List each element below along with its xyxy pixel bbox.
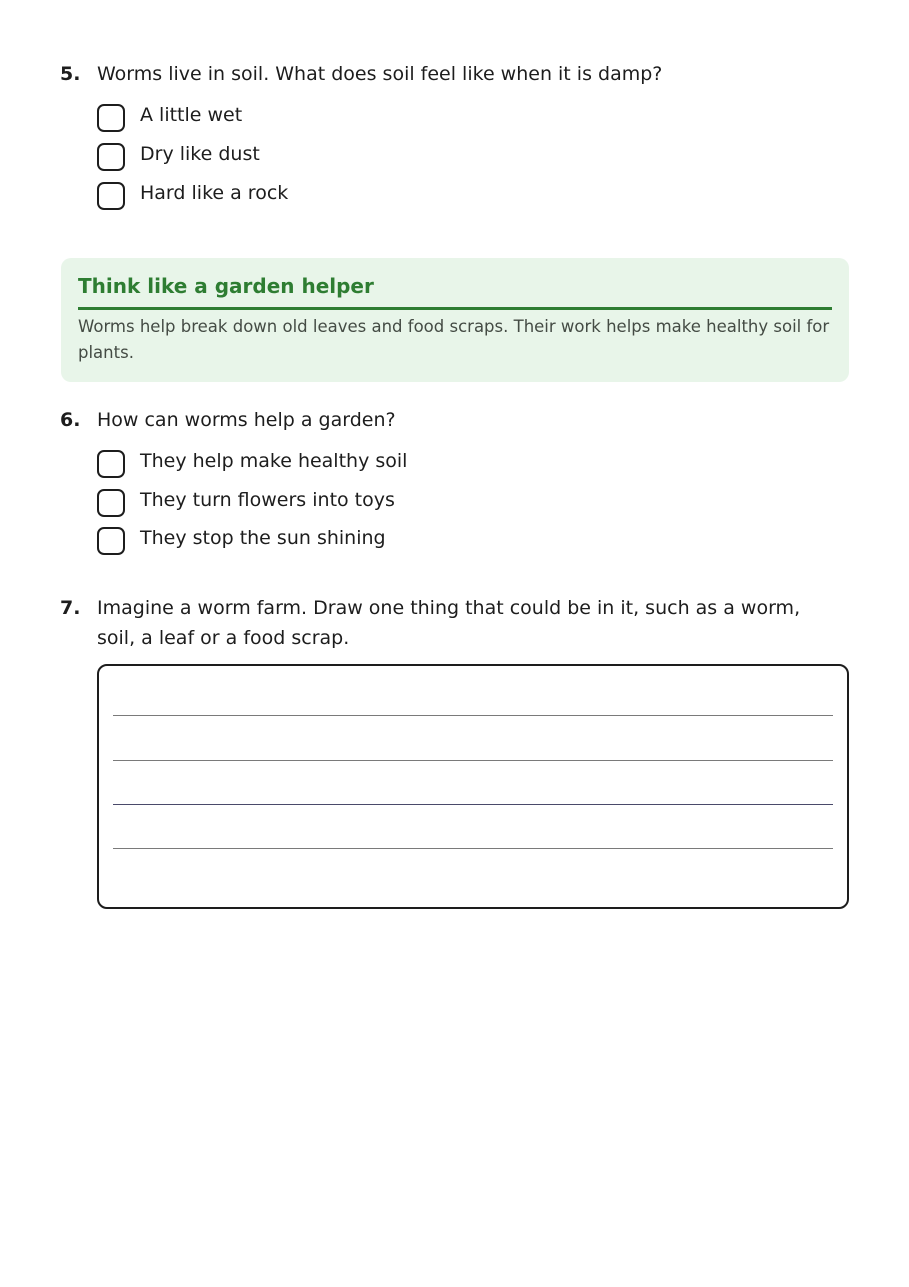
question-text: Imagine a worm farm. Draw one thing that could be in it, such as a worm, soil, a leaf or a food scrap. [97,597,801,649]
question-number: 7. [60,597,81,619]
checkbox[interactable] [97,182,125,210]
tip-box [61,258,849,382]
answer-option[interactable] [97,142,260,174]
tip-title: Think like a garden helper [78,274,374,298]
option-label: A little wet [140,104,243,126]
option-label: Dry like dust [140,143,260,165]
answer-option[interactable] [97,526,386,558]
question-number: 6. [60,409,81,431]
option-label: They turn flowers into toys [140,489,395,511]
question-text: Worms live in soil. What does soil feel like when it is damp? [97,63,663,85]
answer-option[interactable] [97,103,242,135]
checkbox[interactable] [97,489,125,517]
writing-line [113,715,833,716]
drawing-area[interactable] [97,664,849,909]
writing-line [113,760,833,761]
answer-option[interactable] [97,488,395,520]
checkbox[interactable] [97,143,125,171]
option-label: They help make healthy soil [140,450,408,472]
checkbox[interactable] [97,527,125,555]
checkbox[interactable] [97,104,125,132]
writing-line [113,804,833,805]
writing-line [113,848,833,849]
answer-option[interactable] [97,449,407,481]
tip-text: Worms help break down old leaves and food scraps. Their work helps make healthy soil for plants. [78,317,830,362]
question-number: 5. [60,63,81,85]
tip-divider [78,307,832,310]
checkbox[interactable] [97,450,125,478]
option-label: They stop the sun shining [140,527,386,549]
question-text: How can worms help a garden? [97,409,396,431]
option-label: Hard like a rock [140,182,289,204]
answer-option[interactable] [97,181,288,213]
